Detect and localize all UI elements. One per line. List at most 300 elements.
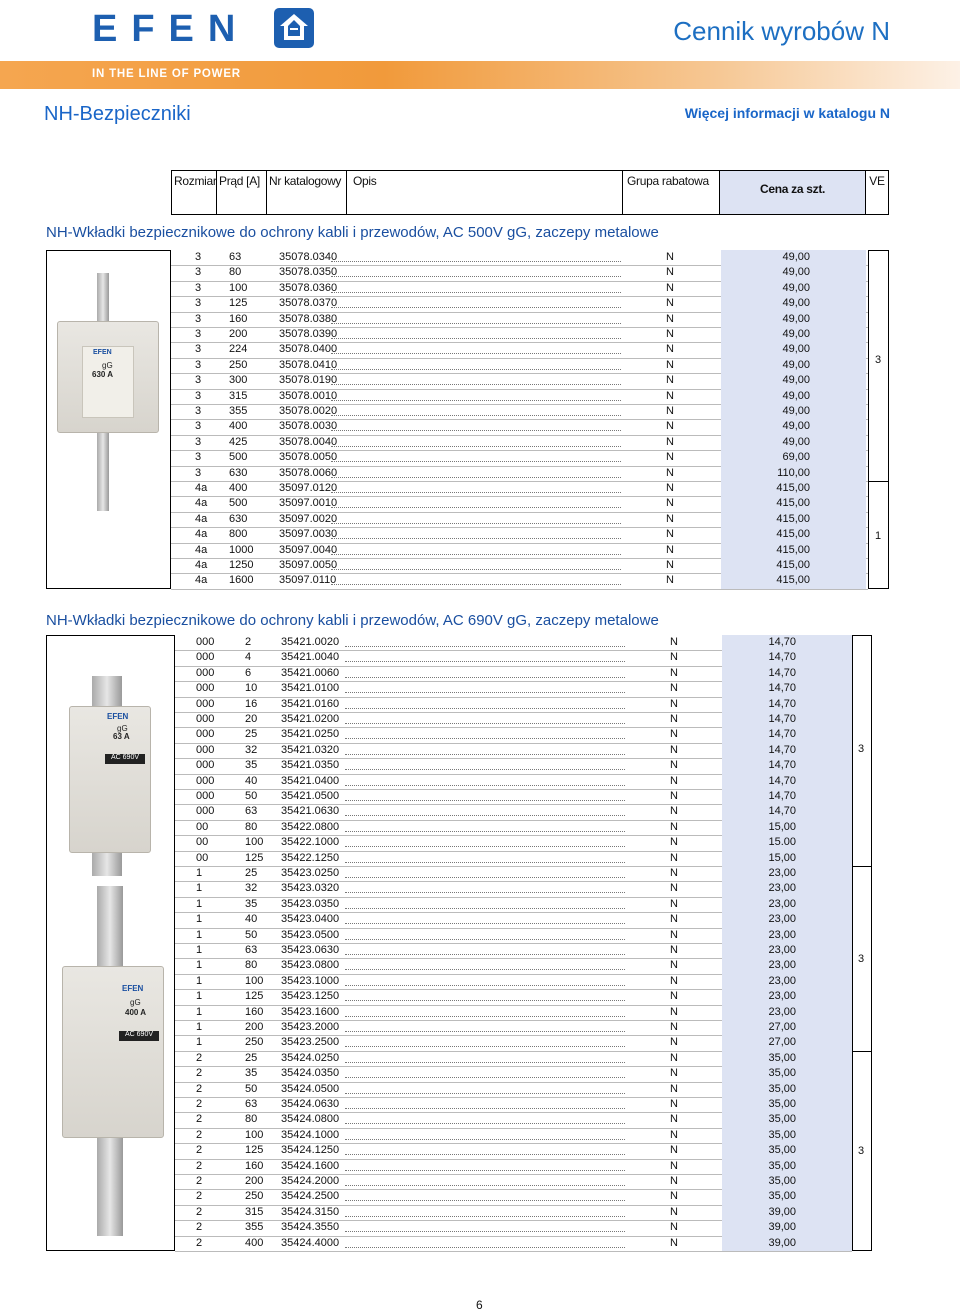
table-row	[175, 774, 852, 789]
dotted-leader	[345, 754, 625, 755]
table-row	[175, 743, 852, 758]
catalog-no-cell: 35424.1000	[281, 1128, 340, 1141]
current-cell: 125	[245, 1144, 264, 1157]
size-cell: 2	[196, 1067, 203, 1080]
price-cell: 23,00	[768, 913, 796, 926]
current-cell: 25	[245, 728, 258, 741]
size-cell: 2	[196, 1221, 203, 1234]
current-cell: 1000	[229, 543, 254, 556]
fuse-label: gG	[102, 361, 113, 370]
catalog-no-cell: 35423.0630	[281, 944, 340, 956]
dotted-leader	[345, 1185, 625, 1186]
current-cell: 16	[245, 697, 258, 710]
dotted-leader	[345, 692, 625, 693]
ve-group-divider	[852, 866, 871, 867]
col-catalog-no: Nr katalogowy	[267, 171, 347, 214]
table-row	[171, 312, 868, 327]
discount-group-cell: N	[670, 1144, 678, 1157]
current-cell: 160	[245, 1159, 264, 1172]
size-cell: 1	[196, 1005, 203, 1018]
table-row	[171, 419, 868, 434]
price-cell: 23,00	[768, 974, 796, 987]
ve-group-divider	[868, 481, 888, 482]
catalog-no-cell: 35421.0500	[281, 790, 340, 802]
table-row	[171, 573, 868, 588]
discount-group-cell: N	[670, 1190, 678, 1203]
table-row	[175, 1097, 852, 1112]
size-cell: 4a	[195, 528, 208, 541]
discount-group-cell: N	[666, 281, 674, 294]
size-cell: 4a	[195, 543, 208, 556]
dotted-leader	[331, 384, 621, 385]
size-cell: 2	[196, 1082, 203, 1095]
discount-group-cell: N	[670, 743, 678, 756]
price-cell: 35,00	[768, 1128, 796, 1141]
catalog-no-cell: 35424.0500	[281, 1082, 340, 1095]
ve-top-border	[852, 635, 871, 636]
current-cell: 400	[229, 482, 248, 494]
catalog-no-cell: 35421.0020	[281, 636, 340, 648]
fuse1-rating: 63 A	[113, 732, 130, 741]
discount-group-cell: N	[666, 574, 674, 587]
dotted-leader	[345, 661, 625, 662]
ve-bottom-border	[868, 588, 888, 589]
tagline: IN THE LINE OF POWER	[92, 68, 241, 80]
discount-group-cell: N	[666, 312, 674, 325]
price-cell: 23,00	[768, 897, 796, 910]
table-row	[175, 650, 852, 665]
col-discount-group: Grupa rabatowa	[623, 171, 720, 214]
efen-logo	[92, 6, 322, 50]
table-row	[175, 1066, 852, 1081]
current-cell: 25	[245, 867, 258, 879]
fuse-blade-bottom	[97, 431, 109, 511]
catalog-title: Cennik wyrobów N	[673, 16, 890, 46]
fuse2-body	[62, 966, 164, 1138]
discount-group-cell: N	[670, 1175, 678, 1187]
ve-right-border	[871, 635, 872, 1251]
discount-group-cell: N	[670, 836, 678, 849]
discount-group-cell: N	[666, 528, 674, 541]
fuse1-body	[69, 706, 151, 853]
current-cell: 2	[245, 636, 252, 648]
price-cell: 39,00	[768, 1221, 796, 1234]
table-row	[175, 958, 852, 973]
more-info-link[interactable]: Więcej informacji w katalogu N	[684, 105, 890, 121]
col-ve: VE	[869, 174, 885, 188]
fuse1-brand: EFEN	[107, 712, 129, 721]
catalog-no-cell: 35078.0040	[279, 435, 338, 448]
discount-group-cell: N	[670, 867, 678, 879]
table-row	[175, 789, 852, 804]
current-cell: 630	[229, 512, 248, 525]
row-rule	[175, 1251, 852, 1252]
discount-group-cell: N	[666, 466, 674, 479]
fuse1-voltage-band: AC 690V	[105, 754, 145, 764]
price-cell: 23,00	[768, 959, 796, 972]
ve-group-divider	[852, 1051, 871, 1052]
size-cell: 2	[196, 1144, 203, 1157]
current-cell: 100	[245, 974, 264, 987]
catalog-no-cell: 35097.0050	[279, 559, 338, 571]
discount-group-cell: N	[670, 974, 678, 987]
price-cell: 35,00	[768, 1175, 796, 1187]
price-cell: 35,00	[768, 1190, 796, 1203]
discount-group-cell: N	[670, 759, 678, 772]
price-cell: 415,00	[776, 543, 810, 556]
discount-group-cell: N	[666, 266, 674, 279]
table-row	[171, 342, 868, 357]
discount-group-cell: N	[670, 682, 678, 695]
discount-group-cell: N	[670, 1021, 678, 1033]
dotted-leader	[345, 1247, 625, 1248]
discount-group-cell: N	[670, 697, 678, 710]
size-cell: 00	[196, 836, 209, 849]
size-cell: 4a	[195, 482, 208, 494]
discount-group-cell: N	[670, 1051, 678, 1064]
price-cell: 69,00	[782, 451, 810, 464]
dotted-leader	[345, 1062, 625, 1063]
price-cell: 35,00	[768, 1159, 796, 1172]
catalog-no-cell: 35424.3550	[281, 1221, 340, 1234]
dotted-leader	[331, 400, 621, 401]
dotted-leader	[345, 1231, 625, 1232]
size-cell: 3	[195, 466, 202, 479]
discount-group-cell: N	[670, 1098, 678, 1110]
price-cell: 14,70	[768, 666, 796, 679]
price-cell: 49,00	[782, 312, 810, 325]
size-cell: 000	[196, 713, 215, 725]
dotted-leader	[345, 1200, 625, 1201]
dotted-leader	[331, 507, 621, 508]
table-row	[171, 296, 868, 311]
current-cell: 400	[229, 420, 248, 433]
dotted-leader	[345, 985, 625, 986]
price-cell: 14,70	[768, 743, 796, 756]
dotted-leader	[331, 492, 621, 493]
current-cell: 80	[245, 959, 258, 972]
discount-group-cell: N	[670, 820, 678, 833]
catalog-no-cell: 35078.0410	[279, 358, 338, 371]
discount-group-cell: N	[670, 959, 678, 972]
ve-divider	[852, 635, 853, 1251]
group1-title: NH-Wkładki bezpiecznikowe do ochrony kabli i przewodów, AC 500V gG, zaczepy metalowe	[46, 224, 659, 241]
size-cell: 000	[196, 759, 215, 772]
dotted-leader	[331, 538, 621, 539]
table-row	[175, 697, 852, 712]
catalog-no-cell: 35078.0050	[279, 451, 338, 464]
discount-group-cell: N	[670, 651, 678, 664]
size-cell: 2	[196, 1113, 203, 1126]
catalog-no-cell: 35078.0020	[279, 405, 338, 417]
dotted-leader	[345, 1000, 625, 1001]
discount-group-cell: N	[670, 1236, 678, 1249]
price-cell: 35,00	[768, 1082, 796, 1095]
discount-group-cell: N	[666, 251, 674, 263]
catalog-no-cell: 35097.0010	[279, 497, 338, 510]
discount-group-cell: N	[670, 882, 678, 895]
ve-value: 3	[858, 1145, 865, 1157]
price-cell: 14,70	[768, 697, 796, 710]
price-cell: 23,00	[768, 990, 796, 1003]
size-cell: 1	[196, 1036, 203, 1049]
price-cell: 415,00	[776, 574, 810, 587]
catalog-no-cell: 35423.0500	[281, 928, 340, 941]
price-cell: 49,00	[782, 389, 810, 402]
table-row	[175, 974, 852, 989]
fuse-rating: 630 A	[92, 370, 114, 379]
catalog-no-cell: 35078.0030	[279, 420, 338, 433]
dotted-leader	[345, 862, 625, 863]
price-cell: 15,00	[768, 820, 796, 833]
price-cell: 14,70	[768, 682, 796, 695]
current-cell: 80	[245, 820, 258, 833]
page-number: 6	[476, 1298, 483, 1312]
catalog-no-cell: 35421.0160	[281, 697, 340, 710]
price-cell: 14,70	[768, 636, 796, 648]
table-row	[175, 1236, 852, 1251]
price-cell: 35,00	[768, 1144, 796, 1157]
price-cell: 49,00	[782, 297, 810, 310]
size-cell: 4a	[195, 574, 208, 587]
current-cell: 160	[229, 312, 248, 325]
dotted-leader	[345, 1077, 625, 1078]
table-row	[171, 450, 868, 465]
fuse2-label: gG	[130, 998, 141, 1007]
dotted-leader	[331, 338, 621, 339]
current-cell: 100	[229, 281, 248, 294]
catalog-no-cell: 35078.0380	[279, 312, 338, 325]
catalog-no-cell: 35424.0800	[281, 1113, 340, 1126]
table-row	[171, 481, 868, 496]
discount-group-cell: N	[670, 1036, 678, 1049]
table-row	[171, 373, 868, 388]
price-cell: 39,00	[768, 1236, 796, 1249]
size-cell: 3	[195, 374, 202, 387]
price-cell: 27,00	[768, 1036, 796, 1049]
dotted-leader	[345, 1154, 625, 1155]
table-row	[175, 1082, 852, 1097]
size-cell: 1	[196, 928, 203, 941]
table-row	[171, 512, 868, 527]
price-cell: 49,00	[782, 358, 810, 371]
current-cell: 200	[245, 1021, 264, 1033]
size-cell: 2	[196, 1205, 203, 1218]
catalog-no-cell: 35078.0390	[279, 328, 338, 340]
catalog-no-cell: 35097.0040	[279, 543, 338, 556]
dotted-leader	[345, 892, 625, 893]
price-cell: 49,00	[782, 266, 810, 279]
dotted-leader	[345, 1170, 625, 1171]
dotted-leader	[345, 1139, 625, 1140]
catalog-no-cell: 35423.0350	[281, 897, 340, 910]
price-cell: 35,00	[768, 1051, 796, 1064]
catalog-no-cell: 35423.0400	[281, 913, 340, 926]
current-cell: 630	[229, 466, 248, 479]
discount-group-cell: N	[666, 405, 674, 417]
dotted-leader	[345, 1216, 625, 1217]
table-row	[175, 1035, 852, 1050]
dotted-leader	[345, 723, 625, 724]
discount-group-cell: N	[666, 358, 674, 371]
current-cell: 40	[245, 774, 258, 787]
ve-bottom-border	[852, 1250, 871, 1251]
current-cell: 200	[229, 328, 248, 340]
size-cell: 1	[196, 990, 203, 1003]
current-cell: 50	[245, 1082, 258, 1095]
group2-table	[175, 635, 872, 1251]
discount-group-cell: N	[670, 713, 678, 725]
catalog-no-cell: 35421.0040	[281, 651, 340, 664]
table-row	[175, 866, 852, 881]
brand-wordmark: EFEN	[92, 8, 250, 50]
catalog-no-cell: 35423.2000	[281, 1021, 340, 1033]
table-row	[175, 989, 852, 1004]
dotted-leader	[331, 276, 621, 277]
current-cell: 1250	[229, 559, 254, 571]
current-cell: 250	[245, 1036, 264, 1049]
size-cell: 1	[196, 1021, 203, 1033]
column-header	[171, 170, 889, 215]
table-row	[175, 897, 852, 912]
catalog-no-cell: 35424.3150	[281, 1205, 340, 1218]
discount-group-cell: N	[666, 374, 674, 387]
current-cell: 40	[245, 913, 258, 926]
price-cell: 49,00	[782, 405, 810, 417]
catalog-no-cell: 35424.4000	[281, 1236, 340, 1249]
discount-group-cell: N	[666, 343, 674, 356]
catalog-no-cell: 35078.0010	[279, 389, 338, 402]
current-cell: 63	[245, 805, 258, 818]
discount-group-cell: N	[666, 328, 674, 340]
dotted-leader	[331, 415, 621, 416]
col-description: Opis	[347, 171, 623, 214]
dotted-leader	[331, 430, 621, 431]
current-cell: 63	[245, 1098, 258, 1110]
col-current: Prąd [A]	[217, 171, 267, 214]
table-row	[171, 435, 868, 450]
price-cell: 35,00	[768, 1067, 796, 1080]
dotted-leader	[345, 708, 625, 709]
ve-value: 3	[858, 953, 865, 965]
catalog-no-cell: 35421.0200	[281, 713, 340, 725]
current-cell: 35	[245, 897, 258, 910]
house-logo-icon	[272, 6, 316, 50]
size-cell: 4a	[195, 497, 208, 510]
current-cell: 250	[245, 1190, 264, 1203]
catalog-no-cell: 35423.1250	[281, 990, 340, 1003]
size-cell: 1	[196, 974, 203, 987]
table-row	[175, 928, 852, 943]
price-cell: 27,00	[768, 1021, 796, 1033]
size-cell: 000	[196, 697, 215, 710]
table-row	[171, 265, 868, 280]
fuse-brand: EFEN	[93, 349, 112, 356]
dotted-leader	[345, 738, 625, 739]
group2-title: NH-Wkładki bezpiecznikowe do ochrony kabli i przewodów, AC 690V gG, zaczepy metalowe	[46, 612, 659, 629]
row-rule	[171, 589, 868, 590]
discount-group-cell: N	[666, 435, 674, 448]
price-cell: 35,00	[768, 1113, 796, 1126]
price-cell: 14,70	[768, 728, 796, 741]
table-row	[175, 1174, 852, 1189]
size-cell: 000	[196, 774, 215, 787]
discount-group-cell: N	[670, 913, 678, 926]
price-cell: 14,70	[768, 651, 796, 664]
dotted-leader	[331, 353, 621, 354]
current-cell: 315	[229, 389, 248, 402]
catalog-no-cell: 35421.0100	[281, 682, 340, 695]
catalog-no-cell: 35423.0250	[281, 867, 340, 879]
dotted-leader	[345, 1031, 625, 1032]
catalog-no-cell: 35078.0190	[279, 374, 338, 387]
discount-group-cell: N	[670, 774, 678, 787]
table-row	[175, 681, 852, 696]
size-cell: 2	[196, 1159, 203, 1172]
dotted-leader	[345, 846, 625, 847]
discount-group-cell: N	[670, 636, 678, 648]
size-cell: 4a	[195, 512, 208, 525]
discount-group-cell: N	[670, 1082, 678, 1095]
size-cell: 1	[196, 867, 203, 879]
table-row	[175, 1020, 852, 1035]
current-cell: 200	[245, 1175, 264, 1187]
fuse1-label: gG	[117, 724, 128, 733]
price-cell: 49,00	[782, 281, 810, 294]
current-cell: 32	[245, 882, 258, 895]
table-row	[175, 851, 852, 866]
dotted-leader	[345, 646, 625, 647]
current-cell: 100	[245, 1128, 264, 1141]
table-row	[171, 543, 868, 558]
catalog-no-cell: 35097.0020	[279, 512, 338, 525]
catalog-no-cell: 35421.0060	[281, 666, 340, 679]
dotted-leader	[345, 877, 625, 878]
dotted-leader	[345, 908, 625, 909]
size-cell: 3	[195, 405, 202, 417]
current-cell: 6	[245, 666, 252, 679]
current-cell: 25	[245, 1051, 258, 1064]
table-row	[175, 804, 852, 819]
discount-group-cell: N	[670, 666, 678, 679]
catalog-no-cell: 35422.1250	[281, 851, 340, 864]
table-row	[175, 758, 852, 773]
current-cell: 4	[245, 651, 252, 664]
price-cell: 49,00	[782, 374, 810, 387]
group2-image-frame	[46, 635, 175, 1251]
dotted-leader	[331, 584, 621, 585]
discount-group-cell: N	[670, 928, 678, 941]
dotted-leader	[331, 307, 621, 308]
price-cell: 415,00	[776, 528, 810, 541]
current-cell: 63	[229, 251, 242, 263]
price-cell: 23,00	[768, 944, 796, 956]
discount-group-cell: N	[670, 990, 678, 1003]
size-cell: 1	[196, 913, 203, 926]
catalog-no-cell: 35422.0800	[281, 820, 340, 833]
catalog-no-cell: 35078.0340	[279, 251, 338, 263]
current-cell: 100	[245, 836, 264, 849]
current-cell: 80	[245, 1113, 258, 1126]
size-cell: 3	[195, 312, 202, 325]
fuse2-blade-bottom	[97, 1126, 123, 1236]
catalog-no-cell: 35421.0320	[281, 743, 340, 756]
discount-group-cell: N	[666, 512, 674, 525]
ve-divider	[868, 250, 869, 589]
col-price: Cena za szt.	[720, 171, 866, 214]
size-cell: 000	[196, 682, 215, 695]
dotted-leader	[345, 769, 625, 770]
